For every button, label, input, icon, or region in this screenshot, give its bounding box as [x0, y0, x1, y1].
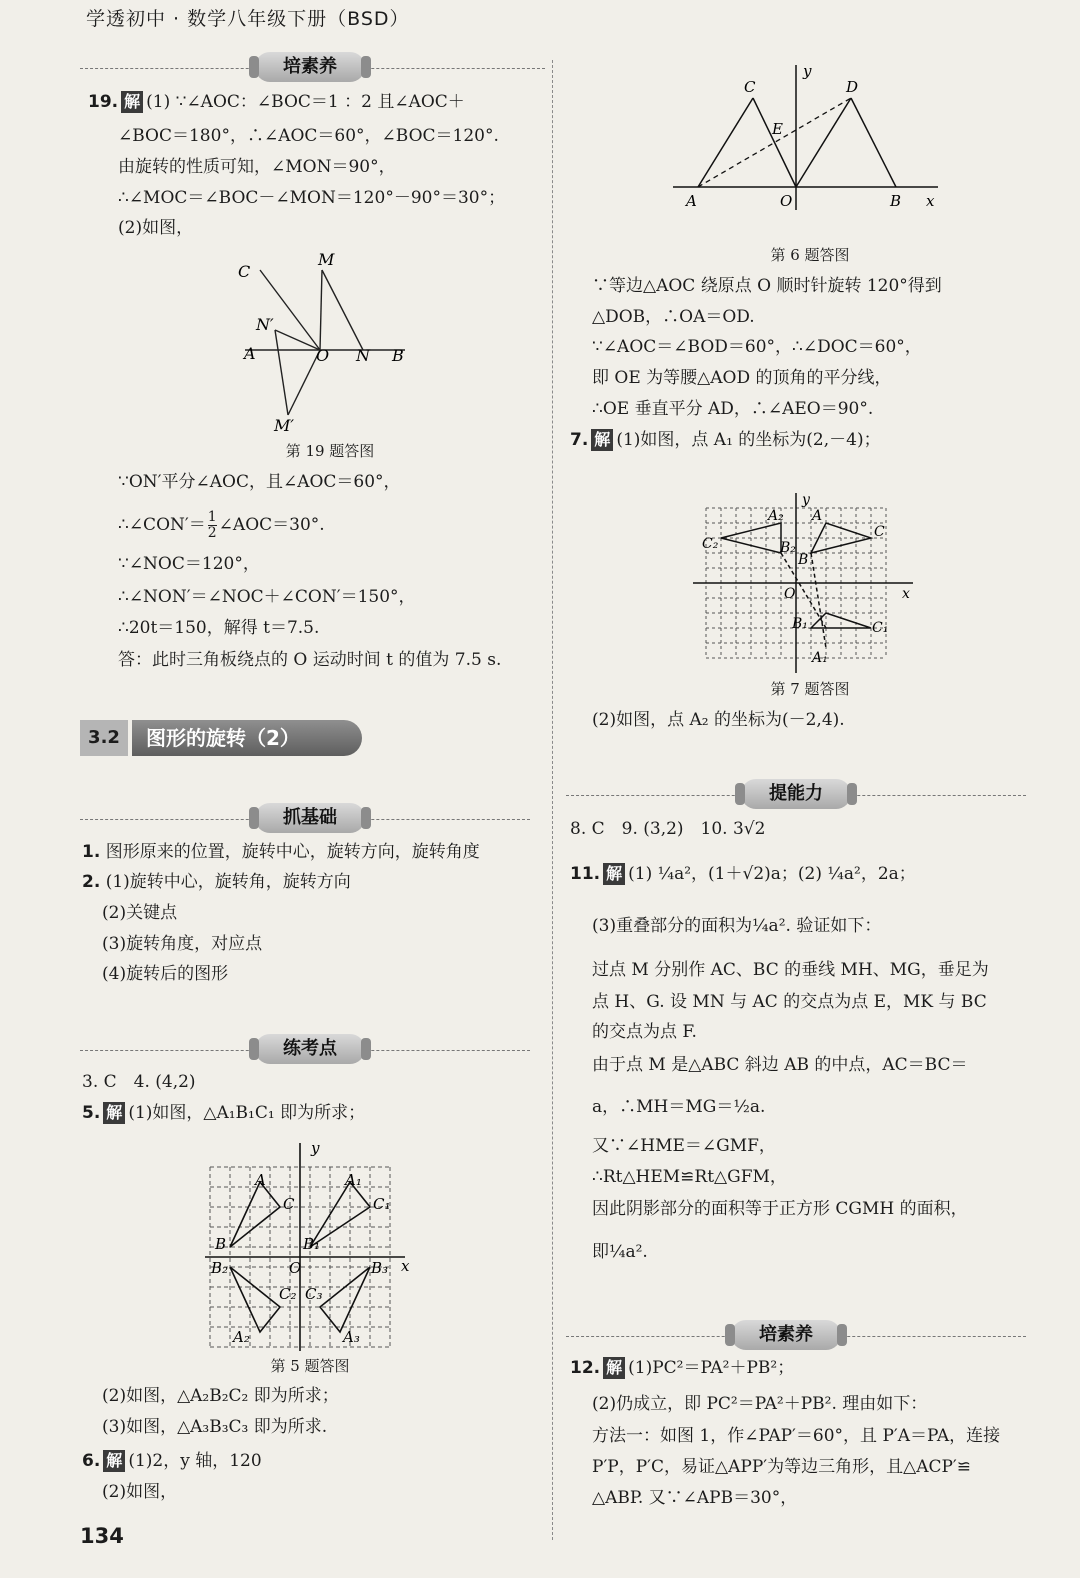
svg-text:x: x — [902, 586, 910, 602]
q6-caption: 第 6 题答图 — [770, 246, 850, 264]
svg-text:A₃: A₃ — [343, 1328, 360, 1346]
q5-line-1: 5. 解 (1)如图，△A₁B₁C₁ 即为所求； — [82, 1103, 366, 1123]
q11-line-7: a，∴MH＝MG＝½a. — [592, 1097, 766, 1117]
svg-text:A: A — [255, 1171, 266, 1189]
svg-text:B₂: B₂ — [211, 1259, 229, 1277]
section-title: 培素养 — [255, 52, 365, 82]
svg-text:O: O — [289, 1259, 302, 1277]
solution-badge: 解 — [103, 1450, 125, 1472]
q5-caption: 第 5 题答图 — [270, 1357, 350, 1375]
svg-text:B₃: B₃ — [371, 1259, 389, 1277]
section-title: 练考点 — [255, 1034, 365, 1064]
q2-line-2: (2)关键点 — [102, 903, 178, 923]
q11-line-1: 11. 解 (1) ¼a²，(1＋√2)a；(2) ¼a²，2a； — [570, 864, 916, 884]
q6-line-6: 即 OE 为等腰△AOD 的顶角的平分线， — [592, 368, 892, 388]
svg-text:A: A — [244, 344, 256, 363]
svg-text:x: x — [926, 192, 935, 210]
svg-text:y: y — [802, 492, 810, 508]
svg-text:x: x — [401, 1257, 410, 1275]
svg-text:B₁: B₁ — [303, 1235, 321, 1253]
q19-line-5: (2)如图， — [118, 218, 194, 238]
q8-10-line: 8. C 9. (3,2) 10. 3√2 — [570, 819, 766, 839]
q2-line-3: (3)旋转角度，对应点 — [102, 934, 263, 954]
q7-line-1: 7. 解 (1)如图，点 A₁ 的坐标为(2,－4)； — [570, 430, 881, 450]
section-title: 抓基础 — [255, 803, 365, 833]
q6-line-3: ∵等边△AOC 绕原点 O 顺时针旋转 120°得到 — [592, 276, 942, 296]
q12-line-3: 方法一：如图 1，作∠PAP′＝60°，且 P′A＝PA，连接 — [592, 1426, 1001, 1446]
svg-text:A: A — [686, 192, 697, 210]
q5-line-2: (2)如图，△A₂B₂C₂ 即为所求； — [102, 1386, 339, 1406]
svg-text:N′: N′ — [256, 315, 274, 334]
section-cultivate — [80, 52, 545, 86]
q7-figure — [688, 488, 928, 678]
svg-text:y: y — [803, 62, 812, 80]
q6-line-4: △DOB，∴OA＝OD. — [592, 307, 755, 327]
svg-text:A₁: A₁ — [345, 1171, 362, 1189]
chapter-number: 3.2 — [80, 720, 128, 756]
svg-text:C: C — [744, 78, 756, 96]
q12-line-1: 12. 解 (1)PC²＝PA²＋PB²； — [570, 1358, 795, 1378]
svg-text:M: M — [318, 250, 335, 269]
q11-line-9: ∴Rt△HEM≌Rt△GFM， — [592, 1167, 787, 1187]
svg-text:E: E — [772, 120, 783, 138]
q2-line-4: (4)旋转后的图形 — [102, 964, 229, 984]
chapter-banner — [80, 720, 370, 756]
q11-line-6: 由于点 M 是△ABC 斜边 AB 的中点，AC＝BC＝ — [592, 1055, 968, 1075]
q19-line-7: ∴∠CON′＝ $\frac{1}{2}$ ∠AOC＝30°. — [118, 509, 325, 541]
svg-text:y: y — [311, 1139, 320, 1157]
section-title: 提能力 — [741, 779, 851, 809]
svg-text:C₁: C₁ — [373, 1195, 391, 1213]
svg-text:B: B — [392, 346, 404, 365]
q19-answer: 答：此时三角板绕点的 O 运动时间 t 的值为 7.5 s. — [118, 650, 502, 670]
q19-line-10: ∴20t＝150，解得 t＝7.5. — [118, 618, 320, 638]
q19-line-2: ∠BOC＝180°，∴∠AOC＝60°，∠BOC＝120°. — [118, 126, 499, 146]
svg-text:A: A — [812, 508, 823, 524]
q11-line-3: 过点 M 分别作 AC、BC 的垂线 MH、MG，垂足为 — [592, 960, 989, 980]
q19-caption: 第 19 题答图 — [285, 442, 375, 460]
svg-text:B₂: B₂ — [780, 540, 796, 556]
svg-text:M′: M′ — [274, 416, 295, 435]
solution-badge: 解 — [603, 1357, 625, 1379]
q5-line-3: (3)如图，△A₃B₃C₃ 即为所求. — [102, 1417, 328, 1437]
svg-text:O: O — [784, 586, 796, 602]
svg-text:C: C — [874, 524, 885, 540]
q11-line-11: 即¼a². — [592, 1242, 648, 1262]
section-cultivate-2 — [566, 1320, 1026, 1354]
svg-text:A₂: A₂ — [233, 1328, 250, 1346]
solution-badge: 解 — [603, 863, 625, 885]
q11-line-10: 因此阴影部分的面积等于正方形 CGMH 的面积， — [592, 1199, 968, 1219]
chapter-title: 图形的旋转（2） — [132, 720, 362, 756]
q6-figure — [668, 60, 948, 220]
section-basic — [80, 803, 530, 837]
q11-line-8: 又∵∠HME＝∠GMF， — [592, 1136, 776, 1156]
q19-line-8: ∵∠NOC＝120°， — [118, 554, 260, 574]
svg-text:C: C — [283, 1195, 295, 1213]
q19-line-4: ∴∠MOC＝∠BOC－∠MON＝120°－90°＝30°； — [118, 188, 506, 208]
q6-line-2: (2)如图， — [102, 1482, 178, 1502]
solution-badge: 解 — [121, 91, 143, 113]
svg-text:D: D — [846, 78, 859, 96]
q19-line-1: 19. 解 (1) ∵∠AOC：∠BOC＝1 ：2 且∠AOC＋ — [88, 92, 465, 112]
svg-text:B: B — [215, 1235, 227, 1253]
q5-figure — [205, 1137, 415, 1355]
svg-text:C: C — [238, 262, 251, 281]
q6-line-1: 6. 解 (1)2，y 轴，120 — [82, 1451, 262, 1471]
q12-line-2: (2)仍成立，即 PC²＝PA²＋PB². 理由如下： — [592, 1394, 928, 1414]
svg-text:O: O — [316, 346, 330, 365]
solution-badge: 解 — [591, 429, 613, 451]
q12-line-5: △ABP. 又∵∠APB＝30°， — [592, 1488, 798, 1508]
q11-line-2: (3)重叠部分的面积为¼a². 验证如下： — [592, 916, 882, 936]
section-practice — [80, 1034, 530, 1068]
q6-line-7: ∴OE 垂直平分 AD，∴∠AEO＝90°. — [592, 399, 874, 419]
svg-text:B: B — [890, 192, 902, 210]
solution-badge: 解 — [103, 1102, 125, 1124]
q19-line-6: ∵ON′平分∠AOC，且∠AOC＝60°， — [118, 472, 401, 492]
q2-line: 2. (1)旋转中心，旋转角，旋转方向 — [82, 872, 351, 892]
svg-text:B: B — [798, 552, 809, 568]
svg-text:C₃: C₃ — [305, 1285, 323, 1303]
svg-text:O: O — [780, 192, 793, 210]
column-divider — [552, 60, 553, 1540]
q19-line-9: ∴∠NON′＝∠NOC＋∠CON′＝150°， — [118, 587, 416, 607]
svg-text:N: N — [356, 346, 370, 365]
q19-figure — [230, 245, 430, 440]
q7-line-2: (2)如图，点 A₂ 的坐标为(－2,4). — [592, 710, 845, 730]
svg-text:C₂: C₂ — [279, 1285, 297, 1303]
svg-text:A₂: A₂ — [768, 508, 784, 524]
section-ability — [566, 779, 1026, 813]
q19-line-3: 由旋转的性质可知，∠MON＝90°， — [118, 157, 396, 177]
fraction-half: $\frac{1}{2}$ — [207, 509, 217, 541]
svg-text:C₂: C₂ — [702, 536, 719, 552]
page-number: 134 — [80, 1524, 124, 1548]
q1-line: 1. 图形原来的位置，旋转中心，旋转方向，旋转角度 — [82, 842, 480, 862]
running-header: 学透初中 · 数学八年级下册（BSD） — [86, 8, 410, 30]
svg-text:C₁: C₁ — [872, 620, 889, 636]
svg-text:A₁: A₁ — [812, 650, 828, 666]
q12-line-4: P′P，P′C，易证△APP′为等边三角形，且△ACP′≌ — [592, 1457, 972, 1477]
q11-line-5: 的交点为点 F. — [592, 1022, 697, 1042]
q11-line-4: 点 H、G. 设 MN 与 AC 的交点为点 E，MK 与 BC — [592, 992, 987, 1012]
svg-text:B₁: B₁ — [792, 616, 808, 632]
q3-4-line: 3. C 4. (4,2) — [82, 1072, 196, 1092]
section-title: 培素养 — [731, 1320, 841, 1350]
q7-caption: 第 7 题答图 — [770, 680, 850, 698]
q6-line-5: ∵∠AOC＝∠BOD＝60°，∴∠DOC＝60°， — [592, 337, 922, 357]
